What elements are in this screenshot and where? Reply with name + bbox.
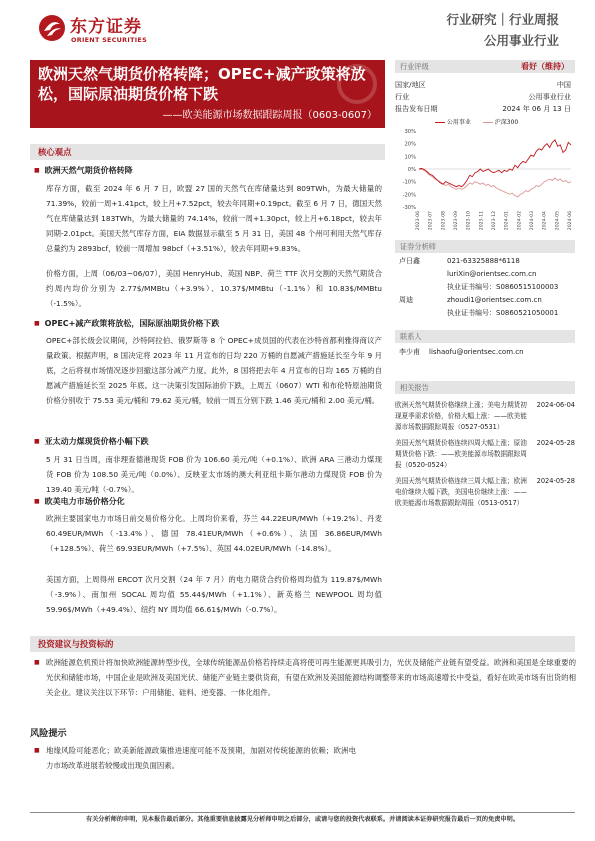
- legend-utilities: 公用事业: [446, 119, 471, 126]
- invest-bar: [30, 636, 575, 652]
- related-item[interactable]: [395, 438, 575, 471]
- related-title: 美国天然气期货价格连续四周大幅上涨；原油期货价格下跌：——欧美能源市场数据跟踪周报（0520-0524）: [395, 439, 527, 469]
- contact-info: [395, 346, 575, 359]
- related-label: 相关报告: [400, 383, 429, 392]
- analyst-row: [399, 294, 575, 307]
- analyst-name: 周迪: [399, 296, 413, 304]
- analyst-email[interactable]: luriXin@orientsec.com.cn: [447, 270, 537, 278]
- y-tick-label: -30%: [402, 205, 416, 211]
- chart-svg: [395, 125, 575, 233]
- report-subtitle: ——欧美能源市场数据跟踪周报（0603-0607）: [162, 110, 377, 121]
- info-key: 报告发布日期: [395, 104, 438, 113]
- related-date: 2024-05-28: [536, 477, 575, 485]
- analyst-label: 证券分析师: [400, 242, 436, 251]
- related-item[interactable]: [395, 400, 575, 433]
- related-date: 2024-06-04: [536, 401, 575, 409]
- footer-divider: [30, 812, 575, 813]
- performance-chart: [395, 117, 575, 232]
- analyst-row: [399, 307, 575, 320]
- rating-value: 看好（维持）: [521, 62, 569, 71]
- analyst-cert: 执业证书编号：S0860521050001: [447, 309, 559, 317]
- paragraph: 美国方面，上周得州 ERCOT 次月交割（24 年 7 月）的电力期货合约价格周均值为 119.87$/MWh（-3.9%）、南加州 SOCAL 周均值 55.44$/MWh（+1.1%）、新英格兰 NEWPOOL 周均值 59.96$/MWh（+49.4%）、纽约 NY 周均值 66.61$/MWh（-0.7%）。: [46, 575, 382, 614]
- related-title: 美国天然气期货价格连续三周大幅上涨；欧洲电价继续大幅下跌，美国电价继续上涨：——欧美能源市场数据跟踪周报（0513-0517）: [395, 477, 527, 507]
- x-tick-label: 2024-03: [530, 211, 535, 231]
- x-tick-label: 2024-04: [542, 211, 548, 231]
- report-category: [446, 11, 559, 50]
- info-value: 中国: [556, 80, 571, 89]
- info-key: 行业: [395, 92, 410, 101]
- info-row: [395, 79, 575, 91]
- bullet-icon: [34, 745, 45, 757]
- bullet-icon: [34, 657, 45, 669]
- company-name-en: ORIENT SECURITIES: [71, 36, 147, 44]
- paragraph: 5 月 31 日当周，南非理查德港现货 FOB 价为 106.60 美元/吨（+0.1%）、欧洲 ARA 三港动力煤现货 FOB 价为 108.50 美元/吨（0.0%）、反映亚太市场的澳大利亚纽卡斯尔港动力煤现货 FOB 价为 139.40 美元/吨（-0.7%）。: [46, 455, 382, 494]
- footer-disclaimer: 有关分析师的申明，见本报告最后部分。其他重要信息披露见分析师申明之后部分，或请与您的投资代表联系。并请阅读本证券研究报告最后一页的免责申明。: [85, 816, 520, 823]
- rating-bar: [395, 60, 575, 73]
- paragraph: 库存方面，截至 2024 年 6 月 7 日，欧盟 27 国的天然气在库储量达到 809TWh，为最大储量的 71.39%，较前一周+1.41pct，较上月+7.52pct，较去年同期+0.19pct。截至 6 月 7 日，德国天然气在库储量达到 183TWh，为最大储量的 74.14%，较前一周+1.30pct，较上月+6.18pct，较去年同期-2.01pct。美国天然气库存方面，EIA 数据显示截至 5 月 31 日，美国 48 个州可利用天然气库存总量约为 2893bcf，较前一周增加 98bcf（+3.51%），较去年同期+9.83%。: [46, 184, 382, 253]
- invest-label: 投资建议与投资标的: [38, 639, 114, 649]
- sidebar: [395, 60, 575, 509]
- related-list: [395, 400, 575, 509]
- title-banner: [30, 60, 385, 128]
- y-tick-label: 0%: [407, 167, 416, 173]
- section-heading: ■ OPEC+减产政策将放松，国际原油期货价格下跌: [34, 318, 219, 330]
- contact-label: 联系人: [400, 332, 422, 341]
- company-logo: [38, 12, 168, 48]
- analyst-row: [399, 268, 575, 281]
- legend-swatch-hs300: [483, 122, 493, 123]
- contact-email[interactable]: lishaofu@orientsec.com.cn: [429, 348, 524, 356]
- section-heading: ■ 欧美电力市场价格分化: [34, 496, 125, 508]
- info-value: 2024 年 06 月 13 日: [502, 104, 571, 113]
- analyst-bar: [395, 240, 575, 253]
- x-tick-label: 2024-02: [517, 211, 523, 231]
- report-title: 欧洲天然气期货价格转降；OPEC+减产政策将放松，国际原油期货价格下跌: [38, 65, 366, 103]
- analyst-email[interactable]: zhoudi1@orientsec.com.cn: [447, 296, 542, 304]
- info-value: 公用事业行业: [528, 92, 571, 101]
- rating-label: 行业评级: [400, 62, 429, 71]
- orient-logo-icon: [38, 14, 66, 42]
- report-type: 行业研究｜行业周报: [446, 12, 559, 27]
- section-heading: ■ 亚太动力煤现货价格小幅下跌: [34, 436, 149, 448]
- x-tick-label: 2023-09: [454, 211, 459, 231]
- x-tick-label: 2023-07: [428, 211, 434, 231]
- paragraph: 价格方面，上周（06/03~06/07），美国 HenryHub、英国 NBP、荷兰 TTF 次月交割的天然气期货合约周内均价分别为 2.77$/MMBtu（+3.9%）、10.37$/MMBtu（-1.1%）和 10.83$/MMBtu（-1.5%）。: [46, 269, 382, 308]
- x-tick-label: 2023-08: [441, 211, 447, 231]
- contact-row: [399, 346, 575, 359]
- related-title: 欧洲天然气期货价格继续上涨；美电力期货初现夏季需求价格，价格大幅上涨：——欧美能源市场数据跟踪周报（0527-0531）: [395, 401, 527, 431]
- x-tick-label: 2023-06: [416, 211, 421, 231]
- company-name-cn: 东方证券: [70, 17, 142, 37]
- risk-paragraph: 地缘风险可能恶化；欧美新能源政策推进速度可能不及预期，加剧对传统能源的依赖；欧洲电力市场改革进展若较慢或出现负面因素。: [46, 746, 356, 770]
- paragraph: 欧洲主要国家电力市场日前交易价格分化。上周均价来看，芬兰 44.22EUR/MWh（+19.2%）、丹麦 60.49EUR/MWh（-13.4%）、德国 78.41EUR/MWh（+0.6%）、法国 36.86EUR/MWh（+128.5%）、荷兰 69.93EUR/MWh（+7.5%）、英国 44.02EUR/MWh（-14.8%）。: [46, 514, 382, 553]
- analyst-name: 卢日鑫: [399, 257, 420, 265]
- core-view-label: 核心观点: [38, 147, 72, 157]
- related-bar: [395, 381, 575, 394]
- x-tick-label: 2024-01: [504, 211, 510, 231]
- contact-bar: [395, 330, 575, 343]
- paragraph: OPEC+部长级会议期间，沙特阿拉伯、俄罗斯等 8 个 OPEC+成员国的代表在沙特首都利雅得商议产量政策。根据声明，8 国决定将 2023 年 11 月宣布的日均 220 万桶的自愿减产措施延长至今年 9 月底，之后将视市场情况逐步回撤这部分减产力度。此外，8 国将把去年 4 月宣布的日均 165 万桶的自愿减产措施延长至 2025 年底。这一决策引发国际油价下跌，上周五（0607）WTI 和布伦特原油期货价格分别收于 75.53 美元/桶和 79.62 美元/桶，较前一周五分别下跌 1.46 美元/桶和 2.00 美元/桶。: [46, 336, 382, 405]
- info-row: [395, 103, 575, 115]
- info-row: [395, 91, 575, 103]
- y-tick-label: 10%: [404, 154, 416, 161]
- legend-swatch-utilities: [435, 122, 445, 123]
- y-tick-label: -10%: [402, 179, 416, 186]
- rating-info: [395, 79, 575, 115]
- y-tick-label: -20%: [402, 192, 416, 199]
- analyst-list: [395, 255, 575, 320]
- analyst-phone: 021-63325888*6118: [447, 257, 520, 265]
- analyst-row: [399, 255, 575, 268]
- section-heading: ■ 欧洲天然气期货价格转降: [34, 165, 133, 177]
- invest-paragraph: 欧洲能源危机预计将加快欧洲能源转型步伐，全球传统能源品价格若持续走高将使可再生能源更具吸引力，光伏及储能产业链有望受益。欧洲和美国是全球重要的光伏和储能市场，中国企业是欧洲及美国光伏、储能产业链主要供货商，有望在欧洲及美国能源结构调整带来的市场高速增长中受益，看好在欧美市场有出货的相关企业。建议关注以下环节：户用储能、硅料、逆变器、一体化组件。: [46, 658, 576, 697]
- y-tick-label: 30%: [404, 129, 416, 135]
- y-tick-label: 20%: [404, 141, 416, 148]
- analyst-row: [399, 281, 575, 294]
- related-date: 2024-05-28: [536, 439, 575, 447]
- contact-name: 李少甫: [399, 348, 420, 356]
- x-tick-label: 2024-06: [568, 211, 573, 231]
- industry-name: 公用事业行业: [483, 33, 559, 49]
- info-key: 国家/地区: [395, 80, 426, 89]
- risk-title: 风险提示: [30, 728, 67, 739]
- x-tick-label: 2023-10: [466, 211, 472, 231]
- analyst-cert: 执业证书编号：S0860515100003: [447, 283, 559, 291]
- x-tick-label: 2023-11: [479, 211, 485, 231]
- x-tick-label: 2024-05: [555, 211, 561, 231]
- legend-hs300: 沪深300: [494, 119, 519, 126]
- related-item[interactable]: [395, 476, 575, 509]
- x-tick-label: 2023-12: [492, 211, 497, 231]
- core-view-bar: [30, 144, 385, 160]
- series-line-沪深300: [419, 169, 571, 197]
